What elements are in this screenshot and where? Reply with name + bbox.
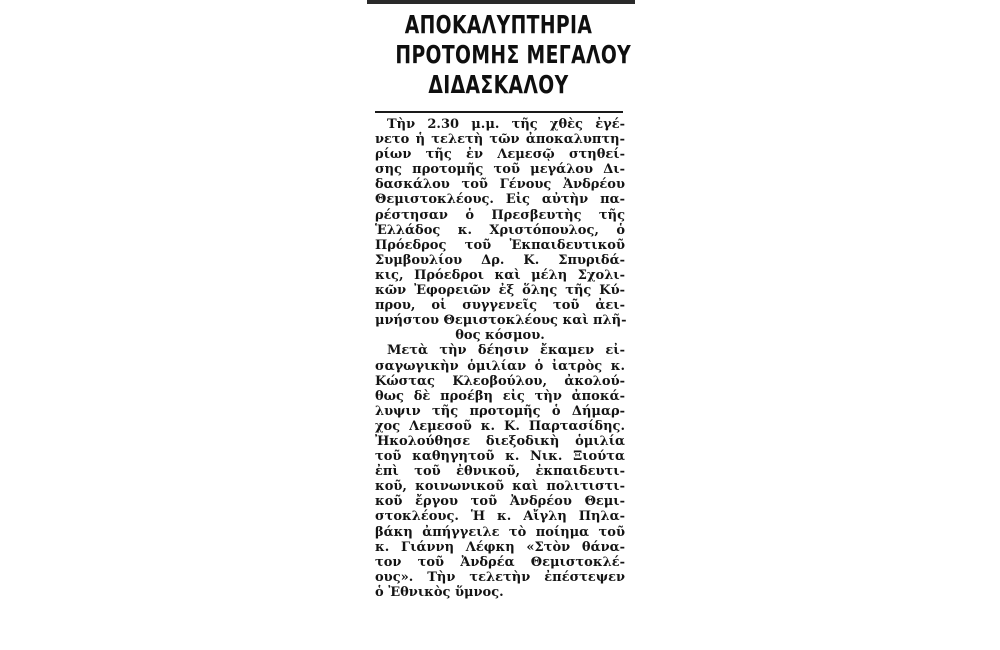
article-line: ρέστησαν ὁ Πρεσβευτὴς τῆς	[375, 207, 625, 223]
article-line: κοῦ ἔργου τοῦ Ἀνδρέου Θεμι-	[375, 494, 625, 510]
headline-line-3: ΔΙΔΑΣΚΑΛΟΥ	[428, 70, 569, 99]
article-line: κοῦ, κοινωνικοῦ καὶ πολιτιστι-	[375, 479, 625, 495]
article-line: κις, Πρόεδροι καὶ μέλη Σχολι-	[375, 267, 625, 283]
headline-line-1: ΑΠΟΚΑΛΥΠΤΗΡΙΑ	[404, 10, 593, 39]
article-line: νετο ἡ τελετὴ τῶν ἀποκαλυπτη-	[375, 132, 625, 148]
article-line: πρου, οἱ συγγενεῖς τοῦ ἀει-	[375, 298, 625, 314]
article-line: ἐπὶ τοῦ ἐθνικοῦ, ἐκπαιδευτι-	[375, 464, 625, 480]
article-line: ους». Τὴν τελετὴν ἐπέστεψεν	[375, 569, 625, 585]
article-line: Τὴν 2.30 μ.μ. τῆς χθὲς ἐγέ-	[387, 117, 625, 132]
article-body	[375, 117, 625, 600]
article-line: κῶν Ἐφορειῶν ἐξ ὅλης τῆς Κύ-	[375, 283, 625, 299]
article-line: στοκλέους. Ἡ κ. Αἴγλη Πηλα-	[375, 509, 625, 525]
article-line: θως δὲ προέβη εἰς τὴν ἀποκά-	[375, 388, 625, 404]
top-rule	[367, 0, 635, 4]
newspaper-clipping	[361, 0, 636, 650]
article-line: ρίων τῆς ἐν Λεμεσῷ στηθεί-	[375, 147, 625, 163]
article-line: τοῦ καθηγητοῦ κ. Νικ. Ξιούτα	[375, 449, 625, 465]
article-line: Μετὰ τὴν δέησιν ἔκαμεν εἰ-	[387, 343, 625, 359]
headline	[361, 10, 636, 100]
article-line: Ἑλλάδος κ. Χριστόπουλος, ὁ	[375, 222, 625, 238]
article-line: σαγωγικὴν ὁμιλίαν ὁ ἰατρὸς κ.	[375, 358, 625, 374]
article-line: Ἠκολούθησε διεξοδικὴ ὁμιλία	[375, 433, 625, 449]
article-line: Συμβουλίου Δρ. Κ. Σπυριδά-	[375, 252, 625, 268]
article-line: σης προτομῆς τοῦ μεγάλου Δι-	[375, 162, 625, 178]
article-line: θος κόσμου.	[455, 328, 545, 344]
headline-line-2: ΠΡΟΤΟΜΗΣ ΜΕΓΑΛΟΥ	[395, 40, 632, 69]
article-line: χος Λεμεσοῦ κ. Κ. Παρτασίδης.	[375, 418, 625, 434]
article-line: δασκάλου τοῦ Γένους Ἀνδρέου	[375, 177, 625, 193]
article-line: τον τοῦ Ἀνδρέα Θεμιστοκλέ-	[375, 554, 625, 570]
article-line: βάκη ἀπήγγειλε τὸ ποίημα τοῦ	[375, 524, 625, 540]
article-line: Θεμιστοκλέους. Εἰς αὐτὴν πα-	[375, 192, 625, 208]
article-line: μνήστου Θεμιστοκλέους καὶ πλῆ-	[375, 313, 627, 329]
article-line: λυψιν τῆς προτομῆς ὁ Δήμαρ-	[375, 403, 625, 419]
article-line: Κώστας Κλεοβούλου, ἀκολού-	[375, 373, 625, 389]
article-line: Πρόεδρος τοῦ Ἐκπαιδευτικοῦ	[375, 237, 625, 253]
headline-underline	[375, 111, 623, 113]
article-line: κ. Γιάννη Λέφκη «Στὸν θάνα-	[375, 539, 625, 555]
article-line: ὁ Ἐθνικὸς ὕμνος.	[375, 584, 504, 600]
